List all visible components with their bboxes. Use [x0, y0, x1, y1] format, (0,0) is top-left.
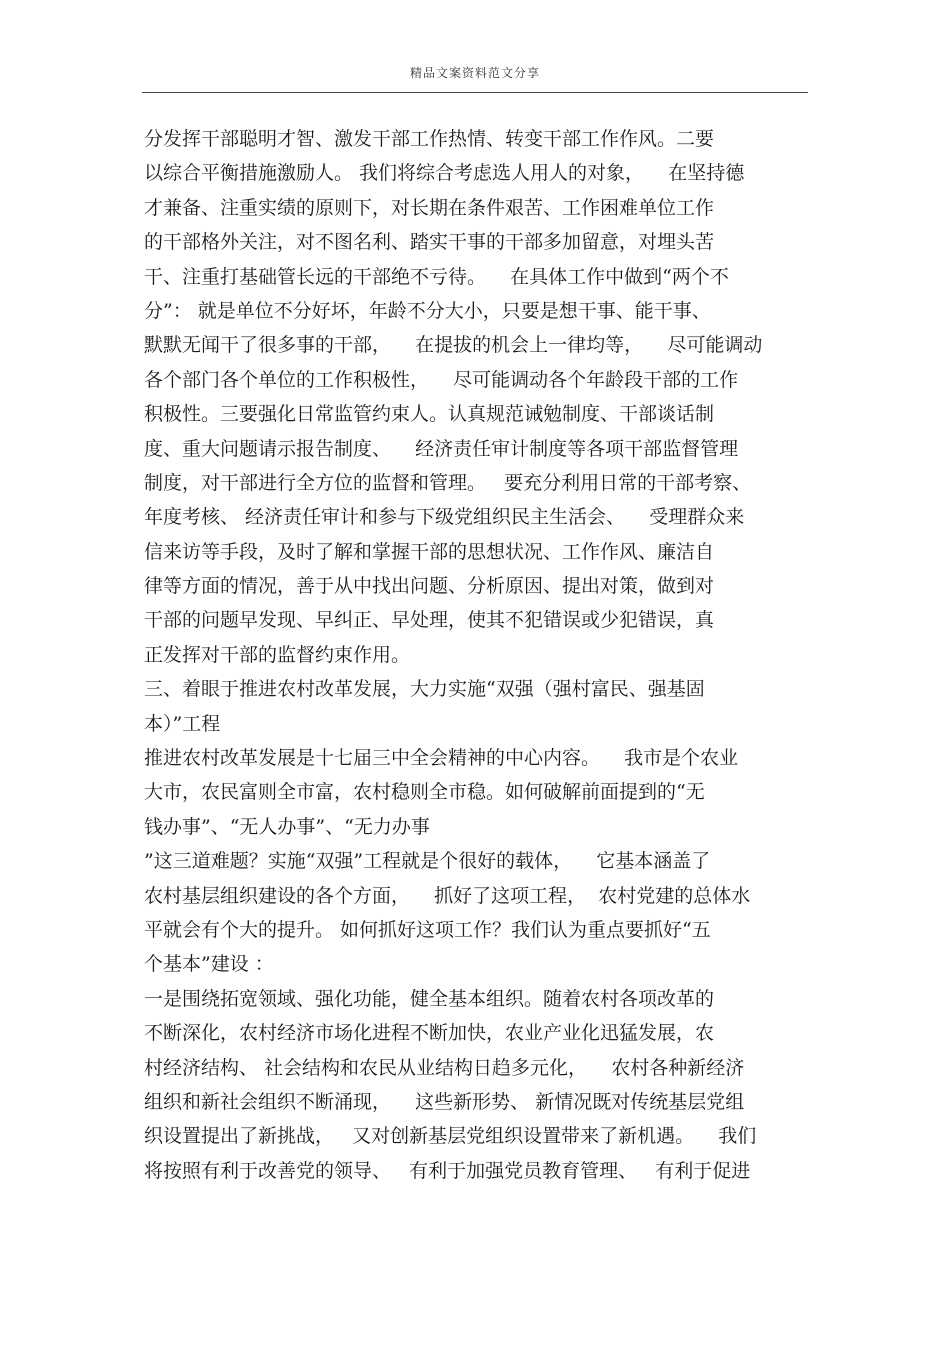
- text-line: 分”： 就是单位不分好坏，年龄不分大小，只要是想干事、能干事、: [144, 299, 711, 322]
- text-line: 各个部门各个单位的工作积极性， 尽可能调动各个年龄段干部的工作: [144, 368, 739, 391]
- text-line: 度、重大问题请示报告制度、 经济责任审计制度等各项干部监督管理: [144, 437, 739, 460]
- text-line: 的干部格外关注，对不图名利、踏实干事的干部多加留意，对埋头苦: [144, 231, 715, 254]
- text-line: 分发挥干部聪明才智、激发干部工作热情、转变干部工作作风。二要: [144, 128, 715, 150]
- text-line: ”这三道难题？实施“双强”工程就是个很好的载体， 它基本涵盖了: [144, 850, 711, 873]
- text-line: 大市，农民富则全市富，农村稳则全市稳。如何破解前面提到的“无: [144, 781, 705, 804]
- section-heading-line: 本）”工程: [144, 712, 221, 735]
- text-line: 才兼备、注重实绩的原则下，对长期在条件艰苦、工作困难单位工作: [144, 196, 715, 219]
- text-line: 制度，对干部进行全方位的监督和管理。 要充分利用日常的干部考察、: [144, 471, 752, 494]
- page-header: 精品文案资料范文分享: [409, 66, 540, 80]
- text-line: 律等方面的情况，善于从中找出问题、分析原因、提出对策，做到对: [144, 575, 715, 598]
- text-line: 平就会有个大的提升。 如何抓好这项工作？我们认为重点要抓好“五: [144, 918, 711, 941]
- text-line: 组织和新社会组织不断涌现， 这些新形势、 新情况既对传统基层党组: [144, 1090, 745, 1113]
- text-line: 信来访等手段，及时了解和掌握干部的思想状况、工作作风、廉洁自: [144, 540, 715, 563]
- document-body: [144, 122, 824, 1188]
- text-line: 一是围绕拓宽领域、强化功能，健全基本组织。随着农村各项改革的: [144, 987, 715, 1010]
- text-line: 积极性。三要强化日常监管约束人。认真规范诫勉制度、干部谈话制: [144, 403, 715, 426]
- text-line: 将按照有利于改善党的领导、 有利于加强党员教育管理、 有利于促进: [144, 1159, 751, 1182]
- text-line: 年度考核、 经济责任审计和参与下级党组织民主生活会、 受理群众来: [144, 506, 745, 529]
- text-line: 以综合平衡措施激励人。 我们将综合考虑选人用人的对象， 在坚持德: [144, 162, 745, 185]
- text-line: 干、注重打基础管长远的干部绝不亏待。 在具体工作中做到“两个不: [144, 265, 729, 288]
- text-line: 钱办事”、“无人办事”、“无力办事: [144, 815, 430, 838]
- header-divider: [142, 92, 808, 93]
- text-line: 默默无闻干了很多事的干部， 在提拔的机会上一律均等， 尽可能调动: [144, 334, 763, 357]
- section-heading-line: 三、着眼于推进农村改革发展，大力实施“双强（强村富民、强基固: [144, 678, 705, 701]
- text-line: 正发挥对干部的监督约束作用。: [144, 643, 411, 666]
- text-line: 推进农村改革发展是十七届三中全会精神的中心内容。 我市是个农业: [144, 747, 739, 770]
- text-line: 不断深化，农村经济市场化进程不断加快，农业产业化迅猛发展，农: [144, 1022, 715, 1045]
- text-line: 村经济结构、 社会结构和农民从业结构日趋多元化， 农村各种新经济: [144, 1056, 745, 1079]
- text-line: 干部的问题早发现、早纠正、早处理，使其不犯错误或少犯错误，真: [144, 609, 715, 632]
- text-line: 个基本”建设 ：: [144, 953, 274, 976]
- text-line: 农村基层组织建设的各个方面， 抓好了这项工程， 农村党建的总体水: [144, 884, 751, 907]
- text-line: 织设置提出了新挑战， 又对创新基层党组织设置带来了新机遇。 我们: [144, 1125, 757, 1148]
